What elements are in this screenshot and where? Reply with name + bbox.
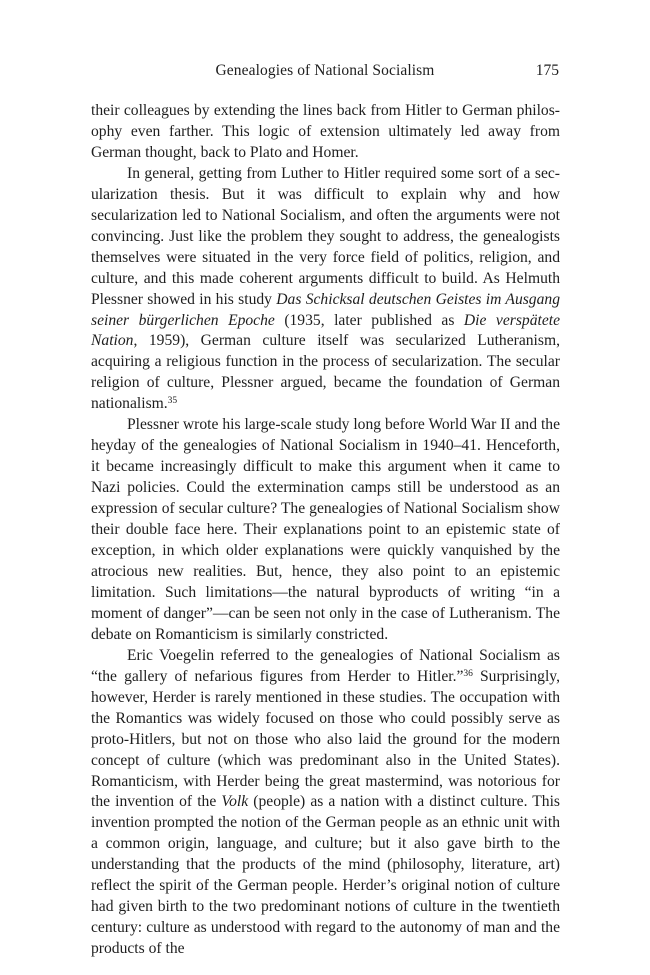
paragraph-continued [91,101,560,164]
footnote-ref-35: 35 [167,396,178,407]
book-title-schicksal: Das Schicksal deutschen Geistes im Ausgang seiner bürgerlichen Epoche [91,290,560,329]
running-head-title: Genealogies of National Socialism [215,62,435,79]
term-volk: Volk [221,793,249,811]
paragraph-secularization [91,164,560,415]
body-text [91,101,560,960]
paragraph-text: (people) as a nation with a distinct culture. This invention prompted the notion of the German people as an ethnic unit with a common origin, language, and culture; but it also gave birth to the understanding that the products of the mind (philosophy, literature, art) reflect the spirit of the German people. Herder’s original notion of culture had given birth to the two predominant notions of culture in the twentieth century: culture as understood with regard to the autonomy of man and the products of the [91,793,560,958]
paragraph-text: Plessner wrote his large-scale study long before World War II and the heyday of the genealogies of National Socialism in 1940–41. Henceforth, it became increasingly difficult to make this argument when it came to Nazi policies. Could the extermination camps still be understood as an expression of secular culture? The genealogies of National Socialism show their double face here. Their explanations point to an epistemic state of exception, in which older explanations were quickly vanquished by the atrocious new realities. But, hence, they also point to an epistemic limitation. Such limitations—the natural byproducts of writing “in a moment of danger”—can be seen not only in the case of Lutheranism. The debate on Romanticism is similarly constricted. [91,416,560,643]
book-title-verspaetete-nation: Die verspätete Nation [91,311,560,350]
paragraph-text: , 1959), German culture itself was secularized Lutheranism, acquiring a religious function in the process of secularization. The secular religion of culture, Plessner argued, became the foundation of German nationalism. [91,332,560,413]
paragraph-text: (1935, later published as [274,311,464,329]
running-head [91,60,559,82]
paragraph-text: In general, getting from Luther to Hitler required some sort of a secularization thesis. But it was difficult to explain why and how secularization led to National Socialism, and often the arguments were not convincing. Just like the problem they sought to address, the genealogists themselves were situated in the very force field of politics, religion, and culture, and this made coherent arguments difficult to build. As Helmuth Plessner showed in his study [91,164,560,308]
paragraph-plessner [91,415,560,645]
paragraph-text: Eric Voegelin referred to the genealogies of National Socialism as “the gallery of nefarious figures from Herder to Hitler.” [91,646,560,685]
page-number: 175 [535,62,559,79]
paragraph-text: their colleagues by extending the lines back from Hitler to German philosophy even farther. This logic of extension ultimately led away from German thought, back to Plato and Homer. [91,102,560,161]
footnote-ref-36: 36 [463,668,473,679]
paragraph-text: Surprisingly, however, Herder is rarely mentioned in these studies. The occupation with the Romantics was widely focused on those who could possibly serve as proto-Hitlers, but not on those who also laid the ground for the modern concept of culture (which was predominant also in the United States). Romanticism, with Herder being the great mastermind, was notorious for the invention of the [91,667,560,811]
paragraph-voegelin [91,646,560,960]
